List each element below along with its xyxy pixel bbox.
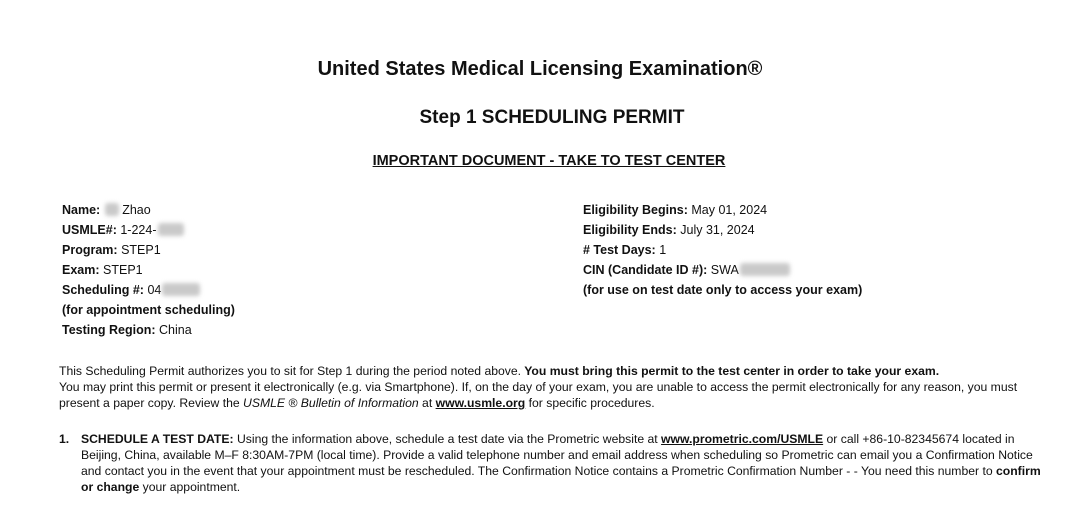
- usmle-link[interactable]: www.usmle.org: [435, 396, 526, 410]
- permit-authorization-text: This Scheduling Permit authorizes you to sit for Step 1 during the period noted above.: [59, 364, 522, 378]
- confirm-change-text: confirm or change: [81, 464, 1041, 494]
- bring-permit-text: You must bring this permit to the test center in order to take your exam.: [521, 364, 940, 378]
- scheduling-row: [62, 280, 512, 300]
- instruction-list: [59, 431, 1059, 495]
- redacted-scheduling: [162, 283, 200, 296]
- eligibility-ends-value: July 31, 2024: [680, 223, 755, 237]
- usmle-value: 1-224-: [120, 223, 157, 237]
- eligibility-ends-label: Eligibility Ends:: [583, 223, 677, 237]
- scheduling-note: (for appointment scheduling): [62, 303, 235, 317]
- eligibility-info: [583, 200, 1053, 300]
- redacted-usmle: [158, 223, 184, 236]
- procedures-text: for specific procedures.: [525, 396, 655, 410]
- scheduling-value: 04: [147, 283, 162, 297]
- name-value: Zhao: [122, 203, 151, 217]
- list-item: [81, 431, 1056, 495]
- program-row: [62, 240, 512, 260]
- eligibility-begins-label: Eligibility Begins:: [583, 203, 688, 217]
- cin-value: SWA: [710, 263, 739, 277]
- eligibility-ends-row: [583, 220, 1053, 240]
- prometric-link[interactable]: www.prometric.com/USMLE: [661, 432, 824, 446]
- usmle-label: USMLE#:: [62, 223, 117, 237]
- program-value: STEP1: [121, 243, 161, 257]
- usmle-row: [62, 220, 512, 240]
- region-row: [62, 320, 512, 340]
- redacted-first-name: [105, 203, 119, 216]
- at-text: at: [418, 396, 436, 410]
- test-days-value: 1: [659, 243, 667, 257]
- schedule-text-3: your appointment.: [139, 480, 241, 494]
- cin-note: (for use on test date only to access your exam): [583, 283, 863, 297]
- eligibility-begins-row: [583, 200, 1053, 220]
- program-label: Program:: [62, 243, 118, 257]
- bulletin-title: USMLE ® Bulletin of Information: [243, 396, 419, 410]
- important-notice: IMPORTANT DOCUMENT - TAKE TO TEST CENTER: [372, 153, 726, 169]
- eligibility-begins-value: May 01, 2024: [691, 203, 768, 217]
- exam-label: Exam:: [62, 263, 100, 277]
- print-permit-text: You may print this permit or present it electronically (e.g. via Smartphone). If, on the day of your exam, you are unable to access the permit electronically for any reason, you must present a paper copy. Review the: [59, 380, 1018, 410]
- cin-label: CIN (Candidate ID #):: [583, 263, 708, 277]
- schedule-text-1: Using the information above, schedule a test date via the Prometric website at: [233, 432, 662, 446]
- exam-row: [62, 260, 512, 280]
- cin-row: [583, 260, 1053, 280]
- scheduling-label: Scheduling #:: [62, 283, 144, 297]
- document-title: United States Medical Licensing Examination®: [317, 58, 763, 80]
- list-number: 1.: [59, 432, 70, 446]
- permit-subtitle: Step 1 SCHEDULING PERMIT: [419, 107, 685, 128]
- exam-value: STEP1: [103, 263, 143, 277]
- test-days-row: [583, 240, 1053, 260]
- schedule-text-2: or call +86-10-82345674 located in Beijing, China, available M–F 8:30AM-7PM (local time). Provide a valid telephone number and email address when scheduling so Prometric can email you a Confirmation Notice and contact you in the event that your appointment must be rescheduled. The Confirmation Notice contains a Prometric Confirmation Number - - You need this number to: [81, 432, 1033, 478]
- region-value: China: [159, 323, 192, 337]
- candidate-info: [62, 200, 512, 340]
- name-label: Name:: [62, 203, 101, 217]
- region-label: Testing Region:: [62, 323, 156, 337]
- permit-instructions: [59, 363, 1049, 411]
- redacted-cin: [740, 263, 790, 276]
- name-row: [62, 200, 512, 220]
- test-days-label: # Test Days:: [583, 243, 656, 257]
- schedule-heading: SCHEDULE A TEST DATE:: [81, 432, 234, 446]
